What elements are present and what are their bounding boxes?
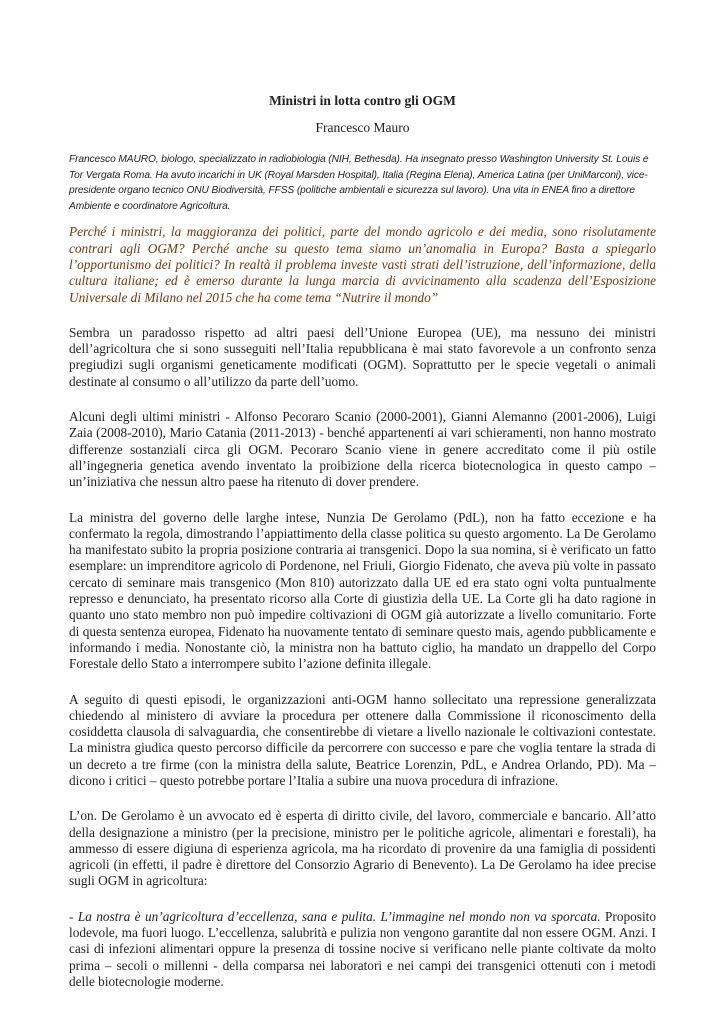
paragraph-4: A seguito di questi episodi, le organizzazioni anti-OGM hanno sollecitato una repressione generalizzata chiedendo al ministero di avviare la procedura per ottenere dalla Commissione il riconoscimento della cosiddetta clausola di salvaguardia, che consentirebbe di vietare a livello nazionale le coltivazioni contestate. La ministra giudica questo percorso difficile da percorrere con successo e pare che voglia tentare la strada di un decreto a tre firme (con la ministra della salute, Beatrice Lorenzin, PdL, e Andrea Orlando, PD). Ma – dicono i critici – questo potrebbe portare l’Italia a subire una nuova procedura di infrazione. bbox=[69, 691, 656, 788]
article-intro: Perché i ministri, la maggioranza dei politici, parte del mondo agricolo e dei media, sono risolutamente contrari agli OGM? Perché anche su questo tema siamo un’anomalia in Europa? Basta a spiegarlo l’opportunismo dei politici? In realtà il problema investe vasti strati dell’istruzione, dell’informazione, della cultura italiane; ed è emerso durante la lunga marcia di avvicinamento alla scadenza dell’Esposizione Universale di Milano nel 2015 che ha come tema “Nutrire il mondo” bbox=[69, 224, 656, 305]
article-title: Ministri in lotta contro gli OGM bbox=[269, 93, 456, 108]
author-bio: Francesco MAURO, biologo, specializzato in radiobiologia (NIH, Bethesda). Ha insegnato presso Washington University St. Louis e Tor Vergata Roma. Ha avuto incarichi in UK (Royal Marsden Hospital), Italia (Regina Elena), America Latina (per UniMarconi), vice-presidente organo tecnico ONU Biodiversità, FFSS (politiche ambientali e sicurezza sul lavoro). Una vita in ENEA fino a direttore Ambiente e coordinatore Agricoltura. bbox=[69, 154, 649, 212]
paragraph-3: La ministra del governo delle larghe intese, Nunzia De Gerolamo (PdL), non ha fatto eccezione e ha confermato la regola, dimostrando l’appiattimento della classe politica su questo argomento. La De Gerolamo ha manifestato subito la propria posizione contraria ai transgenici. Dopo la sua nomina, si è verificato un fatto esemplare: un imprenditore agricolo di Pordenone, nel Friuli, Giorgio Fidenato, che aveva più volte in passato cercato di seminare mais transgenico (Mon 810) autorizzato dalla UE ed era stato ogni volta puntualmente represso e denunciato, ha presentato ricorso alla Corte di giustizia della UE. La Corte gli ha dato ragione in quanto uno stato membro non può impedire coltivazioni di OGM già autorizzate a livello comunitario. Forte di questa sentenza europea, Fidenato ha nuovamente tentato di seminare questo mais, agendo pubblicamente e informando i media. Nonostante ciò, la ministra non ha battuto ciglio, ha mandato un drappello del Corpo Forestale dello Stato a interrompere subito l’azione definita illegale. bbox=[69, 509, 656, 672]
quote-italic: - La nostra è un’agricoltura d’eccellenza, sana e pulita. L’immagine nel mondo non va sporcata. bbox=[69, 908, 601, 924]
paragraph-5: L’on. De Gerolamo è un avvocato ed è esperta di diritto civile, del lavoro, commerciale e bancario. All’atto della designazione a ministro (per la precisione, ministro per le politiche agricole, alimentari e forestali), ha ammesso di essere digiuna di esperienza agricola, ma ha ricordato di provenire da una famiglia di possidenti agricoli (in effetti, il padre è direttore del Consorzio Agrario di Benevento). La De Gerolamo ha idee precise sugli OGM in agricoltura: bbox=[69, 808, 656, 889]
quote-paragraph bbox=[69, 909, 656, 990]
quote-text: Proposito lodevole, ma fuori luogo. L’eccellenza, salubrità e pulizia non vengono garantite dal non essere OGM. Anzi. I casi di infezioni alimentari oppure la presenza di tossine nocive si verificano nelle piante coltivate da molto prima – secoli o millenni - della comparsa nei laboratori e nei campi dei transgenici ottenuti con i metodi delle biotecnologie moderne. bbox=[69, 908, 656, 989]
article-author: Francesco Mauro bbox=[315, 120, 410, 135]
paragraph-2: Alcuni degli ultimi ministri - Alfonso Pecoraro Scanio (2000-2001), Gianni Alemanno (2001-2006), Luigi Zaia (2008-2010), Mario Catania (2011-2013) - benché appartenenti ai vari schieramenti, non hanno mostrato differenze sostanziali circa gli OGM. Pecoraro Scanio viene in genere accreditato come il più ostile all’ingegneria genetica avendo inventato la proibizione della ricerca biotecnologica in questo campo – un’iniziativa che nessun altro paese ha ritenuto di dover prendere. bbox=[69, 409, 656, 490]
paragraph-1: Sembra un paradosso rispetto ad altri paesi dell’Unione Europea (UE), ma nessuno dei ministri dell’agricoltura che si sono susseguiti nell’Italia repubblicana è mai stato favorevole a un confronto senza pregiudizi sugli organismi geneticamente modificati (OGM). Soprattutto per le specie vegetali o animali destinate al consumo o all’utilizzo da parte dell’uomo. bbox=[69, 324, 656, 389]
